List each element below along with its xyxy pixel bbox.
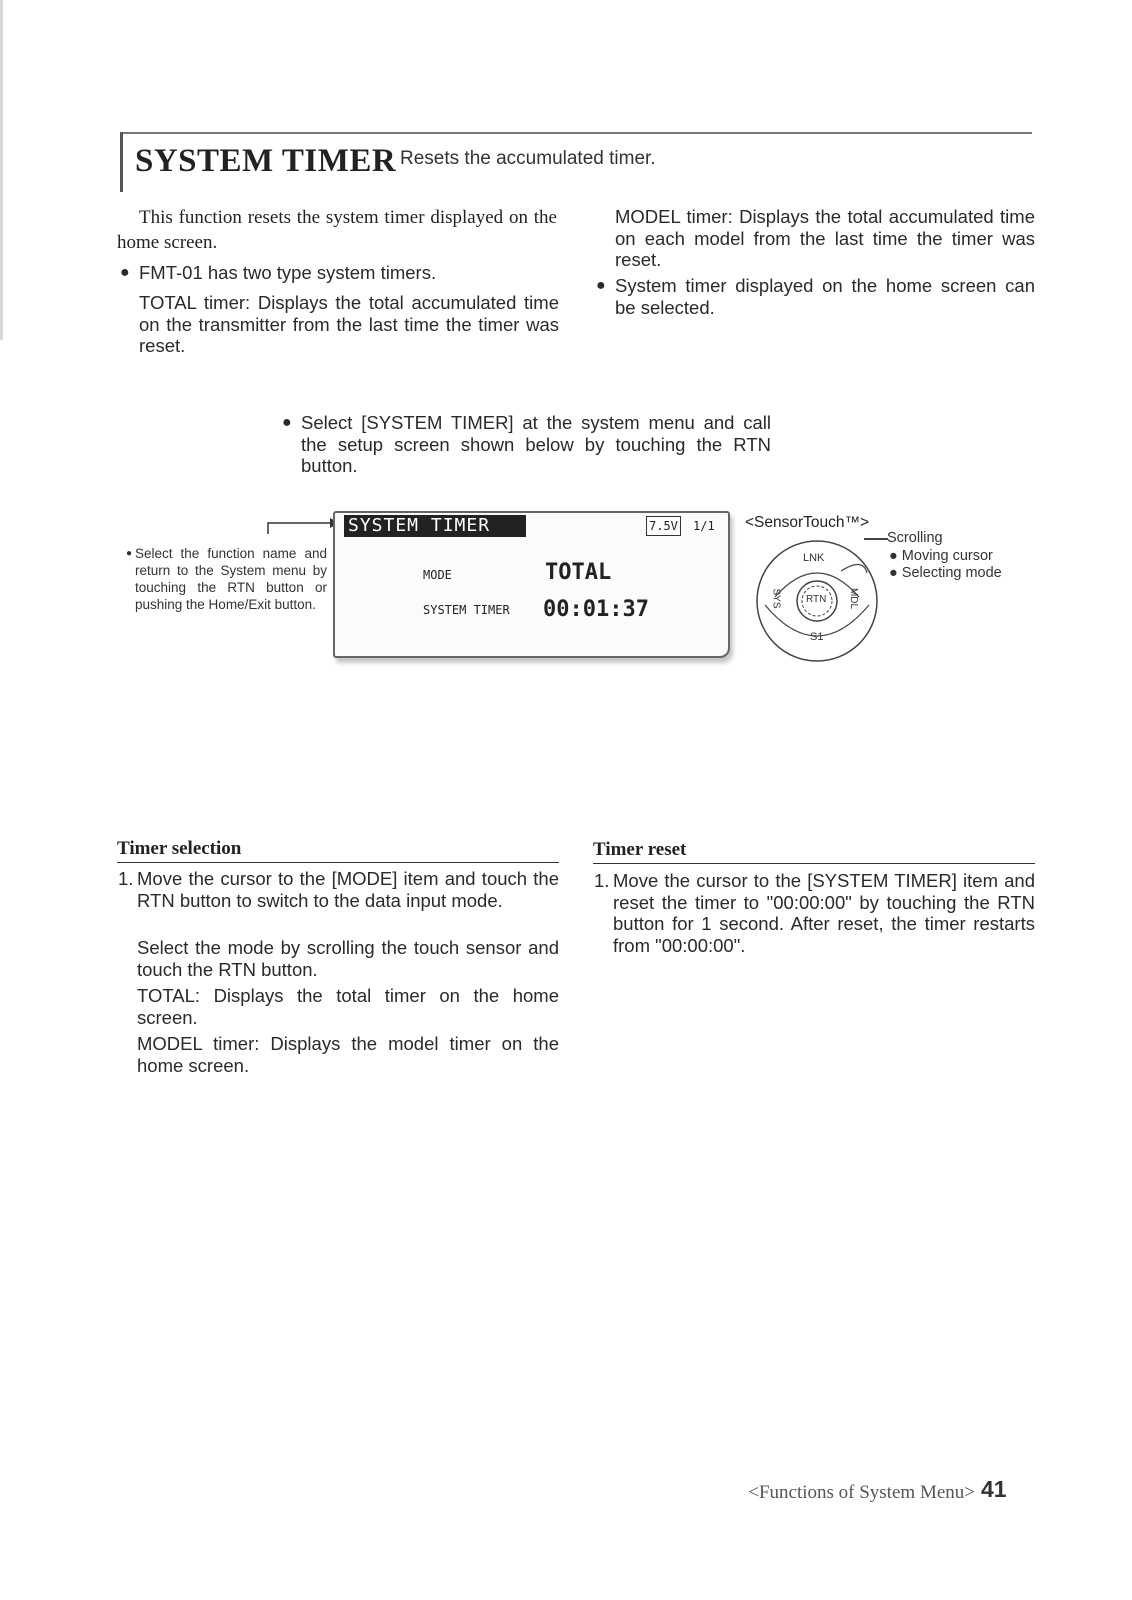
mdl-button[interactable]: MDL: [848, 587, 860, 610]
page-indicator: 1/1: [693, 519, 715, 533]
sensortouch-heading: <SensorTouch™>: [745, 514, 870, 531]
bullet-icon: ●: [282, 414, 292, 431]
model-timer-desc: MODEL timer: Displays the total accumulated time on each model from the last time the timer was reset.: [615, 206, 1035, 270]
instruction: [282, 412, 771, 477]
step-number: 1.: [594, 870, 610, 891]
header-bar: [120, 132, 123, 192]
mode-value[interactable]: TOTAL: [545, 560, 612, 585]
page-number: 41: [981, 1476, 1007, 1502]
lcd-title[interactable]: SYSTEM TIMER: [344, 515, 526, 537]
intro-text: This function resets the system timer displayed on the home screen.: [117, 207, 557, 253]
page-title: SYSTEM TIMER: [135, 143, 397, 179]
bullet-icon: ●: [596, 277, 606, 294]
header-rule: [120, 132, 1032, 134]
section-rule: [593, 863, 1035, 864]
section-rule: [117, 862, 559, 863]
system-timer-value[interactable]: 00:01:37: [543, 597, 649, 622]
timer-reset-step-1: Move the cursor to the [SYSTEM TIMER] item and reset the timer to "00:00:00" by touching the RTN button for 1 second. After reset, the timer restarts from "00:00:00".: [613, 870, 1035, 956]
bullet-icon: ●: [120, 264, 130, 281]
total-timer-desc: TOTAL timer: Displays the total accumulated time on the transmitter from the last time the timer was reset.: [139, 292, 559, 356]
timer-selection-model: MODEL timer: Displays the model timer on the home screen.: [137, 1033, 559, 1076]
scrolling-leader: [864, 538, 888, 540]
scrolling-label: Scrolling: [887, 530, 943, 546]
side-note: [126, 545, 327, 613]
timer-reset-heading: Timer reset: [593, 839, 687, 860]
footer-section-name: <Functions of System Menu>: [748, 1482, 975, 1503]
timer-selection-heading: Timer selection: [117, 838, 242, 859]
sys-button[interactable]: SYS: [770, 588, 782, 609]
bullet-text: FMT-01 has two type system timers.: [139, 262, 437, 283]
mode-label: MODE: [423, 568, 452, 582]
timer-selection-step-1: Move the cursor to the [MODE] item and touch the RTN button to switch to the data input mode.: [137, 868, 559, 911]
s1-button[interactable]: S1: [810, 631, 824, 643]
timer-selection-total: TOTAL: Displays the total timer on the home screen.: [137, 985, 559, 1028]
side-note-text: Select the function name and return to the System menu by touching the RTN button or pushing the Home/Exit button.: [135, 546, 327, 612]
battery-indicator: 7.5V: [646, 516, 681, 536]
page-subtitle: Resets the accumulated timer.: [400, 148, 656, 169]
timer-selection-step-1b: Select the mode by scrolling the touch sensor and touch the RTN button.: [137, 937, 559, 980]
intro-bullet-2: [596, 275, 1035, 318]
bullet-text: System timer displayed on the home screen can be selected.: [615, 275, 1035, 318]
bullet-icon: ●: [126, 548, 133, 559]
system-timer-label: SYSTEM TIMER: [423, 603, 510, 617]
intro-bullet-1: [120, 262, 559, 284]
selecting-mode-label: ● Selecting mode: [889, 565, 1002, 581]
instruction-text: Select [SYSTEM TIMER] at the system menu and call the setup screen shown below by touching the RTN button.: [301, 412, 771, 476]
rtn-button[interactable]: RTN: [806, 594, 827, 605]
page-edge-shadow: [0, 0, 3, 340]
step-number: 1.: [118, 868, 134, 889]
lnk-button[interactable]: LNK: [803, 552, 825, 564]
moving-cursor-label: ● Moving cursor: [889, 548, 993, 564]
